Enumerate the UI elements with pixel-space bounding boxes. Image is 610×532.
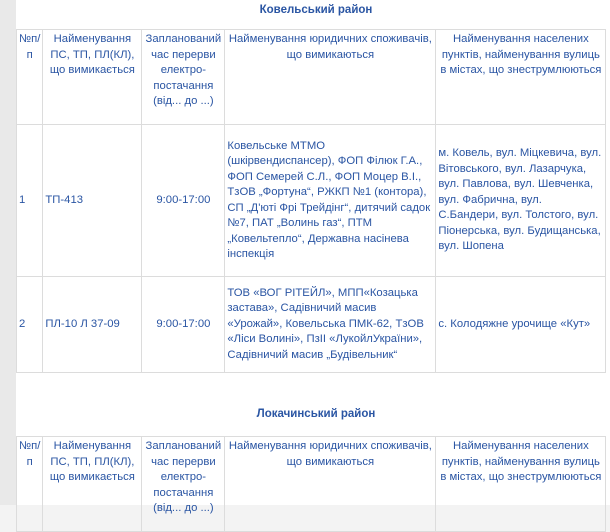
row-consumers: Ковельське МТМО (шкірвендиспансер), ФОП Філюк Г.А., ФОП Семерей С.Л., ФОП Моцер В.І., ТзОВ „Фортуна“, РЖКП №1 (контора), СП „Д'юті Фрі Трейдінг“, дитячий садок №7, ПАТ „Волинь газ“, ПТМ „Ковельтепло“, Державна насінева інспекція <box>225 125 436 277</box>
outage-table-lokachi <box>16 436 606 532</box>
table-row <box>17 125 606 277</box>
row-object: ТП-413 <box>43 125 142 277</box>
row-settlements: м. Ковель, вул. Міцкевича, вул. Вітовського, вул. Лазарчука, вул. Павлова, вул. Шевченка, вул. Фабрична, вул. С.Бандери, вул. Толстого, вул. Піонерська, вул. Будищанська, вул. Шопена <box>436 125 606 277</box>
header-settlements: Найменування населених пунктів, найменування вулиць в містах, що знеструмлюються <box>436 30 606 125</box>
header-num: №п/п <box>17 30 43 125</box>
table-header-row <box>17 437 606 532</box>
row-settlements: с. Колодяжне урочище «Кут» <box>436 277 606 373</box>
district-title-lokachi: Локачинський район <box>256 408 376 420</box>
header-consumers: Найменування юридичних споживачів, що вимикаються <box>225 30 436 125</box>
header-object: Найменування ПС, ТП, ПЛ(КЛ), що вимикається <box>43 30 142 125</box>
row-object: ПЛ-10 Л 37-09 <box>43 277 142 373</box>
header-consumers: Найменування юридичних споживачів, що вимикаються <box>225 437 436 532</box>
row-time: 9:00-17:00 <box>142 277 225 373</box>
outage-schedule-page <box>16 0 610 514</box>
row-num: 2 <box>17 277 43 373</box>
district-title-kovel: Ковельський район <box>259 4 373 16</box>
header-time: Запланований час перерви електро-постачання (від... до ...) <box>142 437 225 532</box>
header-settlements: Найменування населених пунктів, найменування вулиць в містах, що знеструмлюються <box>436 437 606 532</box>
outage-table-kovel <box>16 29 606 373</box>
header-object: Найменування ПС, ТП, ПЛ(КЛ), що вимикається <box>43 437 142 532</box>
row-consumers: ТОВ «ВОГ РІТЕЙЛ», МПП«Козацька застава», Садівничий масив «Урожай», Ковельська ПМК-62, ТзОВ «Ліси Волині», ПзІІ «ЛукойлУкраїни», Садівничий масив „Будівельник“ <box>225 277 436 373</box>
header-time: Запланований час перерви електро-постачання (від... до ...) <box>142 30 225 125</box>
header-num: №п/п <box>17 437 43 532</box>
row-num: 1 <box>17 125 43 277</box>
row-time: 9:00-17:00 <box>142 125 225 277</box>
table-row <box>17 277 606 373</box>
page-left-margin <box>0 0 16 505</box>
table-header-row <box>17 30 606 125</box>
